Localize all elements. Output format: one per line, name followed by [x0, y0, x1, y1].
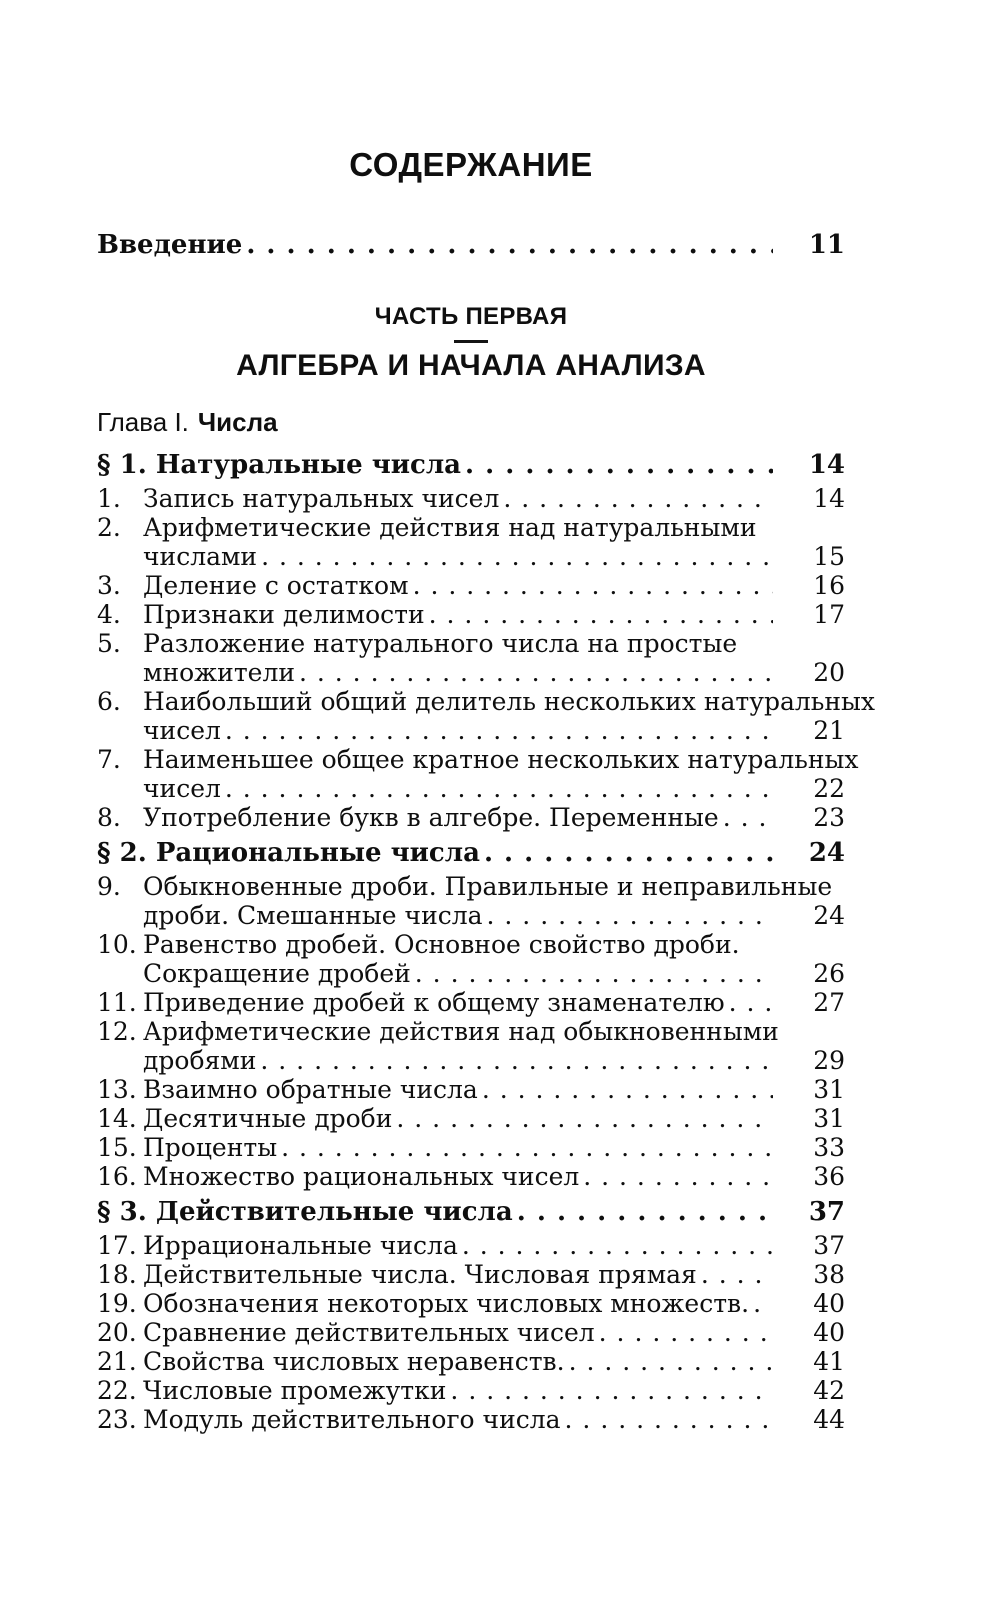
entry-number: 18.: [97, 1260, 137, 1289]
dot-leader: [281, 1133, 773, 1162]
toc-item-row: [97, 1260, 845, 1289]
toc-entry-introduction: [97, 231, 845, 260]
dot-leader: [465, 451, 773, 480]
chapter-label: Глава I.: [97, 407, 189, 437]
entry-text: Употребление букв в алгебре. Переменные: [143, 803, 719, 832]
entry-page-number: 26: [813, 959, 845, 988]
toc-item-row: [97, 1318, 845, 1347]
entry-text: Сокращение дробей: [143, 959, 411, 988]
entry-number: 9.: [97, 872, 121, 901]
chapter-heading: [97, 409, 845, 435]
entry-page-number: 40: [813, 1318, 845, 1347]
entry-text: чисел: [143, 774, 221, 803]
dot-leader: [260, 1046, 773, 1075]
entry-number: 3.: [97, 571, 121, 600]
entry-page-number: 33: [813, 1133, 845, 1162]
entry-page-number: 29: [813, 1046, 845, 1075]
toc-item-row: [97, 1046, 845, 1075]
toc-item-row: [97, 1075, 845, 1104]
dot-leader: [261, 542, 773, 571]
entry-text: Деление с остатком: [143, 571, 409, 600]
toc-item-row: [97, 774, 845, 803]
entry-text: Запись натуральных чисел: [143, 484, 500, 513]
entry-number: 2.: [97, 513, 121, 542]
toc-item-row: [97, 1104, 845, 1133]
entry-text: Действительные числа. Числовая прямая: [143, 1260, 697, 1289]
entry-page-number: 31: [813, 1104, 845, 1133]
dot-leader: [415, 959, 773, 988]
entry-number: 20.: [97, 1318, 137, 1347]
entry-text: Десятичные дроби: [143, 1104, 393, 1133]
page-title: СОДЕРЖАНИЕ: [349, 146, 593, 183]
entry-text: Обозначения некоторых числовых множеств.: [143, 1289, 750, 1318]
part-title: АЛГЕБРА И НАЧАЛА АНАЛИЗА: [236, 349, 706, 382]
entry-page-number: 11: [808, 230, 845, 260]
toc-item-row: [97, 930, 845, 959]
entry-page-number: 38: [813, 1260, 845, 1289]
dot-leader: [484, 839, 773, 868]
entry-number: 17.: [97, 1231, 137, 1260]
entry-page-number: 31: [813, 1075, 845, 1104]
entry-page-number: 37: [808, 1197, 845, 1227]
toc-item-row: [97, 1405, 845, 1434]
dot-leader: [729, 988, 773, 1017]
toc-item-row: [97, 1017, 845, 1046]
dot-leader: [225, 774, 773, 803]
toc-item-row: [97, 1289, 845, 1318]
entry-number: 11.: [97, 988, 137, 1017]
entry-text: Сравнение действительных чисел: [143, 1318, 595, 1347]
toc-item-row: [97, 513, 845, 542]
entry-page-number: 15: [813, 542, 845, 571]
entry-page-number: 16: [813, 571, 845, 600]
toc-item-row: [97, 716, 845, 745]
dot-leader: [503, 484, 773, 513]
toc-item-row: [97, 542, 845, 571]
entry-text: чисел: [143, 716, 221, 745]
entry-number: 23.: [97, 1405, 137, 1434]
entry-number: 4.: [97, 600, 121, 629]
entry-text: Разложение натурального числа на простые: [143, 629, 738, 658]
entry-text: § 2. Рациональные числа: [97, 838, 480, 868]
entry-text: Проценты: [143, 1133, 278, 1162]
dot-leader: [723, 803, 773, 832]
entry-text: Обыкновенные дроби. Правильные и неправильные: [143, 872, 833, 901]
dot-leader: [583, 1162, 773, 1191]
entry-page-number: 14: [808, 450, 845, 480]
entry-number: 7.: [97, 745, 121, 774]
toc-item-row: [97, 1231, 845, 1260]
dot-leader: [450, 1376, 773, 1405]
dot-leader: [246, 231, 773, 260]
toc-item-row: [97, 687, 876, 716]
dot-leader: [701, 1260, 773, 1289]
entry-text: дробями: [143, 1046, 257, 1075]
entry-text: § 3. Действительные числа: [97, 1197, 513, 1227]
dot-leader: [299, 658, 773, 687]
entry-text: Приведение дробей к общему знаменателю: [143, 988, 725, 1017]
entry-page-number: 20: [813, 658, 845, 687]
entry-number: 10.: [97, 930, 137, 959]
toc-item-row: [97, 484, 845, 513]
entry-page-number: 24: [813, 901, 845, 930]
toc-item-row: [97, 988, 845, 1017]
entry-number: 13.: [97, 1075, 137, 1104]
entry-number: 15.: [97, 1133, 137, 1162]
entry-number: 1.: [97, 484, 121, 513]
dot-leader: [565, 1405, 773, 1434]
entry-text: Множество рациональных чисел: [143, 1162, 580, 1191]
toc-section-row: [97, 1198, 845, 1227]
toc-item-row: [97, 901, 845, 930]
toc-item-row: [97, 959, 845, 988]
dot-leader: [429, 600, 773, 629]
entry-page-number: 42: [813, 1376, 845, 1405]
entry-page-number: 36: [813, 1162, 845, 1191]
entry-text: множители: [143, 658, 295, 687]
dot-leader: [413, 571, 773, 600]
toc-item-row: [97, 600, 845, 629]
entry-text: Наименьшее общее кратное нескольких натуральных: [143, 745, 859, 774]
dot-leader: [487, 901, 773, 930]
toc-item-row: [97, 1347, 845, 1376]
entry-text: числами: [143, 542, 258, 571]
entry-page-number: 17: [813, 600, 845, 629]
chapter-title: Числа: [197, 407, 278, 437]
entry-text: Введение: [97, 230, 243, 260]
part-label: ЧАСТЬ ПЕРВАЯ: [374, 303, 568, 330]
entry-text: Свойства числовых неравенств.: [143, 1347, 565, 1376]
entry-page-number: 22: [813, 774, 845, 803]
entry-text: § 1. Натуральные числа: [97, 450, 462, 480]
entry-page-number: 41: [813, 1347, 845, 1376]
entry-number: 19.: [97, 1289, 137, 1318]
entry-text: Иррациональные числа: [143, 1231, 458, 1260]
entry-text: Наибольший общий делитель нескольких натуральных: [143, 687, 876, 716]
dot-leader: [462, 1231, 773, 1260]
entry-text: Числовые промежутки: [143, 1376, 447, 1405]
entry-text: Арифметические действия над обыкновенными: [143, 1017, 779, 1046]
dot-leader: [482, 1075, 773, 1104]
toc-item-row: [97, 745, 859, 774]
entry-number: 22.: [97, 1376, 137, 1405]
dot-leader: [753, 1289, 773, 1318]
entry-number: 6.: [97, 687, 121, 716]
entry-number: 16.: [97, 1162, 137, 1191]
entry-page-number: 21: [813, 716, 845, 745]
entry-page-number: 27: [813, 988, 845, 1017]
entry-page-number: 40: [813, 1289, 845, 1318]
entry-number: 14.: [97, 1104, 137, 1133]
dot-leader: [569, 1347, 773, 1376]
entry-text: дроби. Смешанные числа: [143, 901, 483, 930]
dot-leader: [225, 716, 773, 745]
entry-text: Взаимно обратные числа: [143, 1075, 478, 1104]
dot-leader: [599, 1318, 773, 1347]
toc-item-row: [97, 629, 845, 658]
toc-item-row: [97, 1162, 845, 1191]
toc-item-row: [97, 872, 845, 901]
entry-number: 5.: [97, 629, 121, 658]
dot-leader: [517, 1198, 773, 1227]
entry-text: Признаки делимости: [143, 600, 425, 629]
toc-item-row: [97, 1376, 845, 1405]
entry-page-number: 23: [813, 803, 845, 832]
entry-number: 12.: [97, 1017, 137, 1046]
toc-item-row: [97, 571, 845, 600]
entry-page-number: 14: [813, 484, 845, 513]
toc-item-row: [97, 658, 845, 687]
entry-page-number: 44: [813, 1405, 845, 1434]
dot-leader: [396, 1104, 773, 1133]
toc-section-row: [97, 839, 845, 868]
toc-item-row: [97, 803, 845, 832]
entry-text: Равенство дробей. Основное свойство дроби.: [143, 930, 740, 959]
entry-text: Арифметические действия над натуральными: [143, 513, 757, 542]
entry-text: Модуль действительного числа: [143, 1405, 561, 1434]
part-divider-rule: [454, 340, 488, 343]
entry-page-number: 24: [808, 838, 845, 868]
entry-number: 8.: [97, 803, 121, 832]
toc-section-row: [97, 451, 845, 480]
toc-item-row: [97, 1133, 845, 1162]
entry-number: 21.: [97, 1347, 137, 1376]
entry-page-number: 37: [813, 1231, 845, 1260]
toc-list: [97, 450, 876, 1434]
